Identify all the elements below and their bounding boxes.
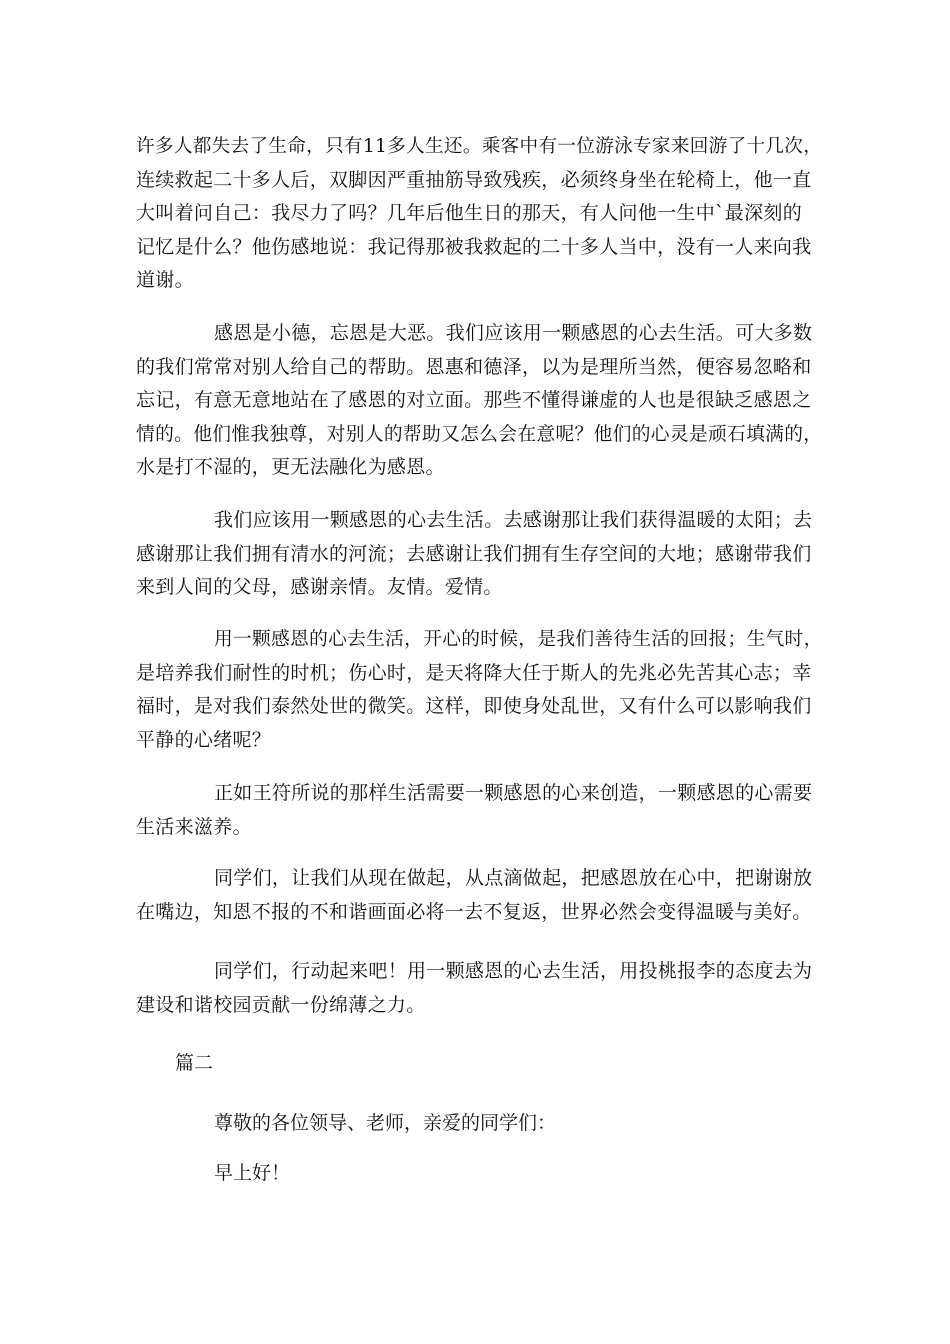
paragraph-line: 我们应该用一颗感恩的心去生活。去感谢那让我们获得温暖的太阳；去	[214, 509, 813, 531]
paragraph-line: 情的。他们惟我独尊，对别人的帮助又怎么会在意呢？他们的心灵是顽石填满的，	[136, 423, 823, 445]
paragraph-line: 建设和谐校园贡献一份绵薄之力。	[136, 993, 426, 1016]
paragraph-line: 是培养我们耐性的时机；伤心时，是天将降大任于斯人的先兆必先苦其心志；幸	[136, 661, 812, 684]
paragraph-6	[136, 862, 826, 929]
salutation: 尊敬的各位领导、老师，亲爱的同学们：	[214, 1112, 557, 1134]
paragraph-line: 水是打不湿的，更无法融化为感恩。	[136, 456, 445, 479]
greeting: 早上好！	[214, 1162, 291, 1184]
paragraph-line: 平静的心绪呢？	[136, 728, 272, 751]
paragraph-3	[136, 504, 826, 605]
paragraph-line: 记忆是什么？他伤感地说：我记得那被我救起的二十多人当中，没有一人来向我	[136, 235, 812, 258]
section-heading: 篇二	[175, 1052, 214, 1074]
paragraph-1	[136, 130, 826, 298]
paragraph-line: 大叫着问自己：我尽力了吗？几年后他生日的那天，有人问他一生中`最深刻的	[136, 202, 803, 225]
paragraph-line: 同学们，让我们从现在做起，从点滴做起，把感恩放在心中，把谢谢放	[214, 867, 813, 889]
paragraph-7	[136, 955, 826, 1022]
paragraph-line: 同学们，行动起来吧！用一颗感恩的心去生活，用投桃报李的态度去为	[214, 960, 813, 982]
paragraph-line: 感恩是小德，忘恩是大恶。我们应该用一颗感恩的心去生活。可大多数	[214, 322, 813, 344]
paragraph-line: 感谢那让我们拥有清水的河流；去感谢让我们拥有生存空间的大地；感谢带我们	[136, 542, 812, 565]
paragraph-line: 在嘴边，知恩不报的不和谐画面必将一去不复返，世界必然会变得温暖与美好。	[136, 900, 812, 923]
paragraph-2	[136, 317, 826, 485]
paragraph-line: 许多人都失去了生命，只有11多人生还。乘客中有一位游泳专家来回游了十几次，	[136, 136, 823, 157]
paragraph-line: 来到人间的父母，感谢亲情。友情。爱情。	[136, 576, 503, 599]
paragraph-line: 连续救起二十多人后，双脚因严重抽筋导致残疾，必须终身坐在轮椅上，他一直	[136, 168, 812, 191]
paragraph-line: 的我们常常对别人给自己的帮助。恩惠和德泽，以为是理所当然，便容易忽略和	[136, 355, 812, 378]
paragraph-5	[136, 777, 826, 844]
paragraph-line: 忘记，有意无意地站在了感恩的对立面。那些不懂得谦虚的人也是很缺乏感恩之	[136, 389, 812, 412]
paragraph-line: 用一颗感恩的心去生活，开心的时候，是我们善待生活的回报；生气时，	[214, 629, 823, 650]
paragraph-line: 福时，是对我们泰然处世的微笑。这样，即使身处乱世，又有什么可以影响我们	[136, 695, 812, 718]
paragraph-line: 道谢。	[136, 269, 194, 292]
paragraph-4	[136, 623, 826, 757]
paragraph-line: 正如王符所说的那样生活需要一颗感恩的心来创造，一颗感恩的心需要	[214, 782, 813, 804]
paragraph-line: 生活来滋养。	[136, 815, 252, 838]
